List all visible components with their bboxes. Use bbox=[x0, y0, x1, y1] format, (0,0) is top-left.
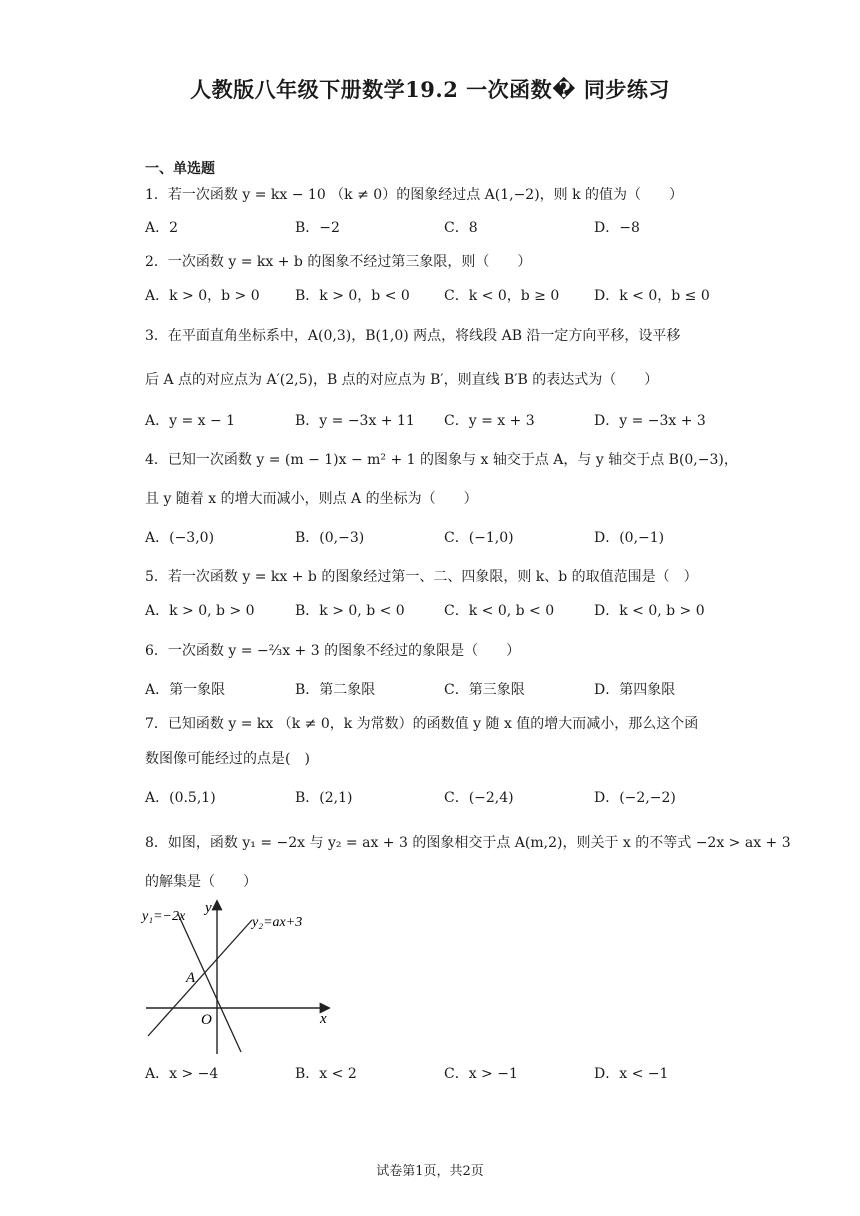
question-4-option-b[interactable]: B．(0,−3) bbox=[295, 530, 365, 546]
question-4-stem-line-2: 且 y 随着 x 的增大而减小，则点 A 的坐标为（ ） bbox=[145, 491, 478, 507]
question-1-option-b[interactable]: B．−2 bbox=[295, 220, 340, 236]
section-title: 一、单选题 bbox=[145, 161, 215, 177]
question-4-option-c[interactable]: C．(−1,0) bbox=[444, 530, 514, 546]
question-1-option-d[interactable]: D．−8 bbox=[594, 220, 640, 236]
question-5-option-b[interactable]: B．k > 0, b < 0 bbox=[295, 603, 405, 619]
question-1-stem: 1．若一次函数 y = kx − 10 （k ≠ 0）的图象经过点 A(1,−2)，则 k 的值为（ ） bbox=[145, 187, 684, 203]
question-3-stem-line-2: 后 A 点的对应点为 A′(2,5)，B 点的对应点为 B′，则直线 B′B 的表达式为（ ） bbox=[145, 372, 659, 388]
question-4-stem-line-1: 4．已知一次函数 y = (m − 1)x − m² + 1 的图象与 x 轴交于点 A，与 y 轴交于点 B(0,−3)， bbox=[145, 452, 738, 468]
question-1-option-c[interactable]: C．8 bbox=[444, 220, 478, 236]
question-2-option-d[interactable]: D．k < 0，b ≤ 0 bbox=[594, 288, 710, 304]
question-8-graph bbox=[140, 896, 340, 1056]
question-5-stem: 5．若一次函数 y = kx + b 的图象经过第一、二、四象限，则 k、b 的取值范围是（ ） bbox=[145, 569, 698, 585]
question-1-option-a[interactable]: A．2 bbox=[145, 220, 179, 236]
question-7-stem-line-1: 7．已知函数 y = kx （k ≠ 0，k 为常数）的函数值 y 随 x 值的增大而减小，那么这个函 bbox=[145, 716, 699, 732]
question-3-option-b[interactable]: B．y = −3x + 11 bbox=[295, 413, 415, 429]
label-origin: O bbox=[201, 1012, 212, 1028]
question-8-stem-line-1: 8．如图，函数 y₁ = −2x 与 y₂ = ax + 3 的图象相交于点 A(m,2)，则关于 x 的不等式 −2x > ax + 3 bbox=[145, 835, 791, 851]
question-8-stem-line-2: 的解集是（ ） bbox=[145, 874, 257, 890]
question-6-option-b[interactable]: B．第二象限 bbox=[295, 682, 376, 698]
question-5-option-c[interactable]: C．k < 0, b < 0 bbox=[444, 603, 555, 619]
label-point-a: A bbox=[186, 970, 196, 986]
label-y2: y₂=ax+3 bbox=[252, 915, 303, 930]
question-8-option-d[interactable]: D．x < −1 bbox=[594, 1066, 669, 1082]
question-5-option-a[interactable]: A．k > 0, b > 0 bbox=[145, 603, 255, 619]
label-y-axis: y bbox=[205, 900, 212, 916]
question-7-option-a[interactable]: A．(0.5,1) bbox=[145, 790, 216, 806]
question-6-stem: 6．一次函数 y = −⅔x + 3 的图象不经过的象限是（ ） bbox=[145, 643, 521, 659]
question-8-option-a[interactable]: A．x > −4 bbox=[145, 1066, 219, 1082]
question-4-option-a[interactable]: A．(−3,0) bbox=[145, 530, 215, 546]
question-6-option-a[interactable]: A．第一象限 bbox=[145, 682, 226, 698]
question-5-option-d[interactable]: D．k < 0, b > 0 bbox=[594, 603, 705, 619]
question-7-option-b[interactable]: B．(2,1) bbox=[295, 790, 353, 806]
question-4-option-d[interactable]: D．(0,−1) bbox=[594, 530, 665, 546]
question-7-option-c[interactable]: C．(−2,4) bbox=[444, 790, 514, 806]
line-y2 bbox=[148, 920, 252, 1036]
question-2-stem: 2．一次函数 y = kx + b 的图象不经过第三象限，则（ ） bbox=[145, 254, 532, 270]
question-2-option-c[interactable]: C．k < 0，b ≥ 0 bbox=[444, 288, 560, 304]
question-8-option-c[interactable]: C．x > −1 bbox=[444, 1066, 518, 1082]
label-y1: y₁=−2x bbox=[142, 909, 186, 924]
page-title: 人教版八年级下册数学19.2 一次函数� 同步练习 bbox=[190, 77, 670, 102]
question-6-option-d[interactable]: D．第四象限 bbox=[594, 682, 676, 698]
question-7-option-d[interactable]: D．(−2,−2) bbox=[594, 790, 676, 806]
question-3-option-d[interactable]: D．y = −3x + 3 bbox=[594, 413, 706, 429]
label-x-axis: x bbox=[320, 1011, 327, 1027]
question-3-stem-line-1: 3．在平面直角坐标系中，A(0,3)，B(1,0) 两点，将线段 AB 沿一定方向平移，设平移 bbox=[145, 328, 681, 344]
question-6-option-c[interactable]: C．第三象限 bbox=[444, 682, 525, 698]
question-2-option-a[interactable]: A．k > 0，b > 0 bbox=[145, 288, 260, 304]
page-footer: 试卷第1页，共2页 bbox=[376, 1164, 484, 1179]
question-8-option-b[interactable]: B．x < 2 bbox=[295, 1066, 357, 1082]
question-3-option-c[interactable]: C．y = x + 3 bbox=[444, 413, 535, 429]
question-7-stem-line-2: 数图像可能经过的点是( ) bbox=[145, 751, 310, 767]
question-3-option-a[interactable]: A．y = x − 1 bbox=[145, 413, 236, 429]
question-2-option-b[interactable]: B．k > 0，b < 0 bbox=[295, 288, 410, 304]
